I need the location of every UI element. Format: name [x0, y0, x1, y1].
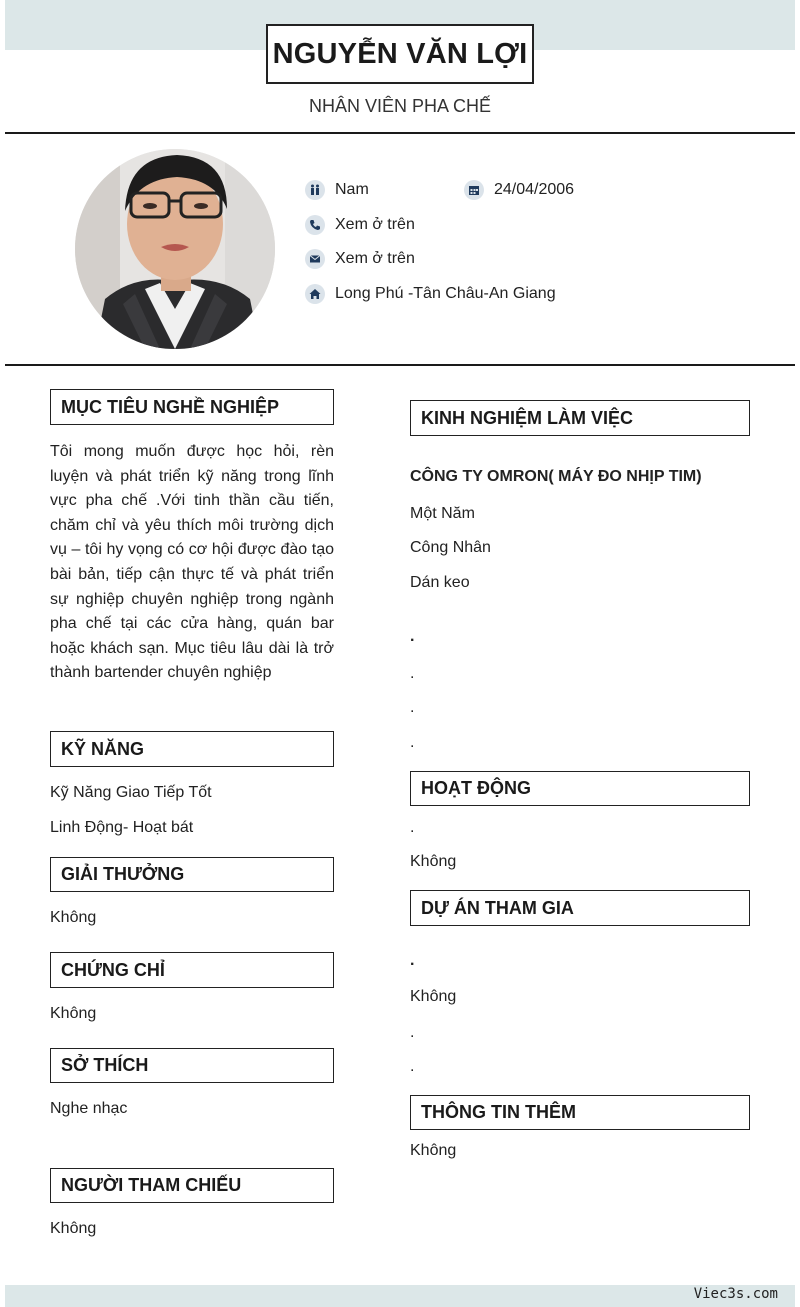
- certificates-value: Không: [50, 1005, 97, 1022]
- certificates-heading: CHỨNG CHỈ: [50, 952, 334, 988]
- additional-heading: THÔNG TIN THÊM: [410, 1095, 750, 1130]
- references-value: Không: [50, 1220, 97, 1237]
- experience-extra: .: [410, 699, 415, 716]
- activities-line: .: [410, 819, 415, 836]
- full-name: NGUYỄN VĂN LỢI: [272, 37, 528, 70]
- portrait-image: [75, 149, 275, 349]
- experience-duration: Một Năm: [410, 505, 475, 522]
- gender-row: [305, 179, 369, 201]
- address-row: [305, 283, 556, 305]
- objective-text: Tôi mong muốn được học hỏi, rèn luyện và phát triển kỹ năng trong lĩnh vực pha chế .Với tinh thần cầu tiến, chăm chỉ và yêu thích môi trường dịch vụ – tôi hy vọng có cơ hội được đào tạo bài bản, tiếp cận thực tế và phát triển sự nghiệp chuyên nghiệp trong ngành pha chế tại các cửa hàng, quán bar hoặc khách sạn. Mục tiêu lâu dài là trở thành bartender chuyên nghiệp: [50, 443, 334, 682]
- home-icon: [305, 284, 325, 304]
- email-value: Xem ở trên: [335, 250, 415, 267]
- activities-line: Không: [410, 853, 457, 870]
- gender-icon: [305, 180, 325, 200]
- skill-item: Linh Động- Hoạt bát: [50, 819, 194, 836]
- experience-extra: .: [410, 734, 415, 751]
- job-title: NHÂN VIÊN PHA CHẾ: [308, 96, 492, 116]
- birthday-value: 24/04/2006: [494, 181, 575, 198]
- skill-item: Kỹ Năng Giao Tiếp Tốt: [50, 784, 212, 801]
- projects-line: .: [410, 952, 415, 969]
- experience-description: Dán keo: [410, 574, 470, 591]
- activities-heading: HOẠT ĐỘNG: [410, 771, 750, 806]
- experience-position: Công Nhân: [410, 539, 491, 556]
- address-value: Long Phú -Tân Châu-An Giang: [335, 285, 556, 302]
- projects-line: Không: [410, 988, 457, 1005]
- phone-value: Xem ở trên: [335, 216, 415, 233]
- references-heading: NGƯỜI THAM CHIẾU: [50, 1168, 334, 1203]
- header-divider: [5, 132, 795, 134]
- awards-heading: GIẢI THƯỞNG: [50, 857, 334, 892]
- objective-heading: MỤC TIÊU NGHỀ NGHIỆP: [50, 389, 334, 425]
- phone-row: [305, 214, 415, 236]
- projects-line: .: [410, 1058, 415, 1075]
- hobbies-value: Nghe nhạc: [50, 1100, 128, 1117]
- email-row: [305, 248, 415, 270]
- calendar-icon: [464, 180, 484, 200]
- additional-value: Không: [410, 1142, 457, 1159]
- envelope-icon: [305, 249, 325, 269]
- name-box: [266, 24, 534, 84]
- profile-divider: [5, 364, 795, 366]
- brand-label: Viec3s.com: [693, 1286, 778, 1302]
- experience-extra: .: [410, 665, 415, 682]
- projects-heading: DỰ ÁN THAM GIA: [410, 890, 750, 926]
- experience-heading: KINH NGHIỆM LÀM VIỆC: [410, 400, 750, 436]
- footer-band: [5, 1285, 795, 1307]
- birthday-row: [464, 179, 574, 201]
- awards-value: Không: [50, 909, 97, 926]
- gender-value: Nam: [335, 181, 369, 198]
- experience-company: CÔNG TY OMRON( MÁY ĐO NHỊP TIM): [410, 468, 702, 485]
- projects-line: .: [410, 1024, 415, 1041]
- skills-heading: KỸ NĂNG: [50, 731, 334, 767]
- avatar: [75, 149, 275, 349]
- phone-icon: [305, 215, 325, 235]
- experience-extra: .: [410, 628, 415, 645]
- hobbies-heading: SỞ THÍCH: [50, 1048, 334, 1083]
